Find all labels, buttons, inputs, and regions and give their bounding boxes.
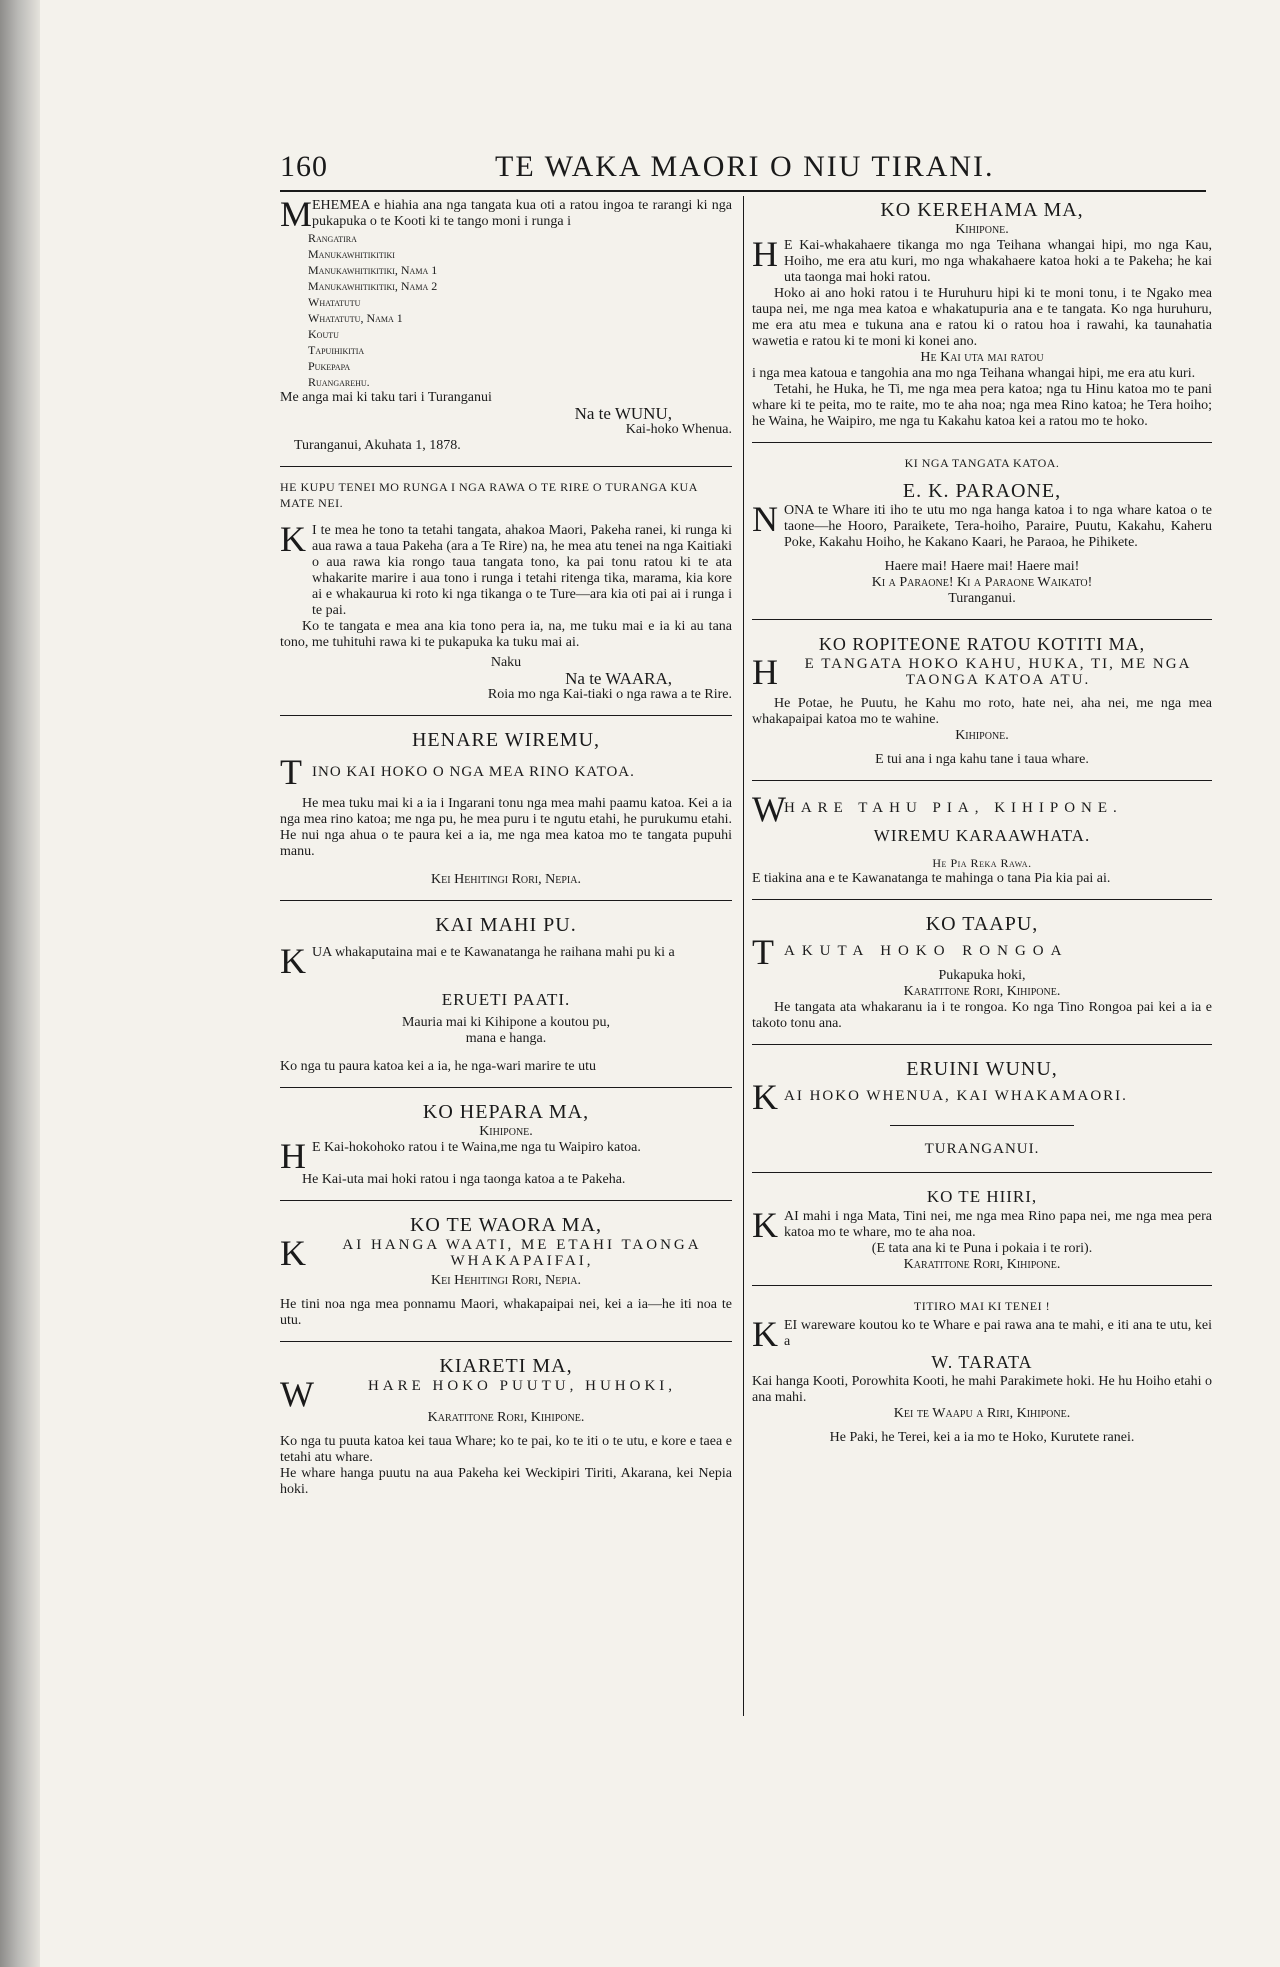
notice-rire-estate — [280, 479, 732, 703]
place: Kihipone. — [955, 728, 1009, 743]
drop-cap: N — [752, 499, 778, 539]
divider — [890, 1125, 1074, 1126]
notice-title: ERUINI WUNU, — [906, 1058, 1058, 1080]
drop-cap: H — [280, 1136, 306, 1176]
header-rule — [280, 190, 1206, 192]
page-binding-edge — [0, 0, 40, 1967]
notice-text: He tangata ata whakaranu ia i te rongoa. Ko nga Tino Rongoa pai kei a ia e takoto tonu ana. — [752, 1000, 1212, 1031]
notice-land-court — [280, 194, 732, 454]
block-list — [308, 230, 732, 390]
notice-text: He Potae, he Puutu, he Kahu mo roto, hate nei, aha nei, me nga mea whakapaipai katoa mo te wahine. — [752, 696, 1212, 727]
subheading: Pukapuka hoki, — [938, 968, 1026, 983]
notice-ropiteone — [752, 632, 1212, 768]
notice-text: EI wareware koutou ko te Whare e pai rawa ana te mahi, e iti ana te utu, kei a — [784, 1318, 1212, 1349]
drop-cap: K — [280, 519, 306, 559]
notice-text: E tiakina ana e te Kawanatanga te mahinga o tana Pia kia pai ai. — [752, 871, 1111, 886]
notice-text: I te mea he tono ta tetahi tangata, ahakoa Maori, Pakeha ranei, ki runga ki aua rawa a taua Pakeha (ara a Te Rire) na, he mea atu tenei na nga Kaitiaki o aua rawa kia rongo taua tangata tono, ka pai tonu ratou ki te ata whakarite marire i aua tono i runga i tetahi ritenga tika, marama, kia kore ai e whakaurua ki roto ki nga tikanga o te Ture—ara kia oti pai ai i runga i te pai. — [312, 523, 732, 618]
lead-line: HARE HOKO PUUTU, HUHOKI, — [367, 1378, 677, 1394]
notice-closing: Me anga mai ki taku tari i Turanganui — [280, 390, 492, 405]
drop-cap: K — [752, 1077, 778, 1117]
drop-cap: M — [280, 194, 313, 234]
notice-heading: KI NGA TANGATA KATOA. — [904, 456, 1060, 470]
text-line: E tui ana i nga kahu tane i taua whare. — [875, 752, 1089, 767]
notice-text: Ko nga tu puuta katoa kei taua Whare; ko te pai, ko te iti o te utu, e kore e taea e tetahi atu whare. — [280, 1434, 732, 1465]
notice-text-3: He Paki, he Terei, kei a ia mo te Hoko, Kurutete ranei. — [829, 1430, 1135, 1445]
list-item: Manukawhitikitiki, Nama 2 — [308, 279, 438, 293]
advertiser-name: WIREMU KARAAWHATA. — [873, 826, 1091, 845]
divider — [752, 899, 1212, 900]
newspaper-title: TE WAKA MAORI O NIU TIRANI. — [495, 150, 995, 183]
advertiser-name: E. K. PARAONE, — [902, 480, 1062, 502]
notice-text-2: Kai hanga Kooti, Porowhita Kooti, he mahi Parakimete hoki. He hu Hoiho etahi o ana mahi. — [752, 1374, 1212, 1405]
note: (E tata ana ki te Puna i pokaia i te rori). — [871, 1241, 1093, 1256]
text-line: Haere mai! Haere mai! Haere mai! — [884, 559, 1080, 574]
text-line: Mauria mai ki Kihipone a koutou pu, — [401, 1015, 611, 1030]
list-item: Tapuihikitia — [308, 343, 365, 357]
notice-text: He mea tuku mai ki a ia i Ingarani tonu nga mea mahi paamu katoa. Kei a ia nga mea rino katoa; me nga pu, he mea puru i te ngutu etahi, he purukumu etahi. He nui nga ahua o te paura kei a ia, me nga mea katoa mo te tangata pupuhi manu. — [280, 796, 732, 859]
address: Karatitone Rori, Kihipone. — [903, 984, 1061, 999]
divider — [280, 715, 732, 716]
notice-henare-wiremu — [280, 728, 732, 888]
notice-text-4: Tetahi, he Huka, he Ti, me nga mea pera katoa; nga tu Hinu katoa mo te pani whare ki te peita, mo te raite, mo te aha noa; nga mea Rino katoa; he Tera hoiho; he Waina, he Waipiro, me nga tu Kakahu katoa kei a ratou mo te hoko. — [752, 382, 1212, 429]
place: TURANGANUI. — [924, 1141, 1040, 1157]
divider — [280, 466, 732, 467]
drop-cap: H — [752, 234, 778, 274]
notice-title: KO TE WAORA MA, — [409, 1214, 603, 1236]
divider — [280, 1200, 732, 1201]
notice-text-3: i nga mea katoua e tangohia ana mo nga Teihana whangai hipi, me era atu kuri. — [752, 366, 1196, 381]
drop-cap: K — [280, 941, 306, 981]
lead-line: AI HANGA WAATI, ME ETAHI TAONGA WHAKAPAIFAI, — [342, 1237, 702, 1269]
page-header — [280, 150, 1220, 190]
subheading: He Pia Reka Rawa. — [932, 856, 1032, 870]
notice-title: KO TAAPU, — [925, 913, 1039, 935]
lead-line: HARE TAHU PIA, KIHIPONE. — [784, 800, 1123, 816]
lead-line: INO KAI HOKO O NGA MEA RINO KATOA. — [312, 764, 635, 780]
lead-line: E TANGATA HOKO KAHU, HUKA, TI, ME NGA TAONGA KATOA ATU. — [804, 656, 1192, 688]
divider — [280, 900, 732, 901]
text-line: Ki a Paraone! Ki a Paraone Waikato! — [871, 575, 1093, 590]
signer-role: Roia mo nga Kai-tiaki o nga rawa a te Rire. — [487, 687, 732, 702]
dateline: Turanganui, Akuhata 1, 1878. — [294, 438, 461, 453]
notice-kerehama — [752, 198, 1212, 430]
drop-cap: H — [752, 652, 778, 692]
advertiser-name: HENARE WIREMU, — [411, 729, 601, 751]
advertiser-name: ERUETI PAATI. — [441, 990, 571, 1009]
drop-cap: T — [752, 932, 774, 972]
notice-title: KO HEPARA MA, — [422, 1101, 590, 1123]
drop-cap: W — [280, 1374, 314, 1414]
notice-title: KIARETI MA, — [439, 1355, 573, 1377]
notice-title: KAI MAHI PU. — [435, 914, 577, 936]
notice-text-2: Ko te tangata e mea ana kia tono pera ia, na, me tuku mai e ia ki au tana tono, me tuhituhi rawa ki te pukapuka ka tuku mai ai. — [280, 619, 732, 650]
notice-heading: HE KUPU TENEI MO RUNGA I NGA RAWA O TE RIRE O TURANGA KUA MATE NEI. — [280, 480, 698, 510]
right-column — [752, 198, 1212, 1446]
signer: Na te WUNU, — [574, 404, 672, 423]
drop-cap: W — [752, 789, 786, 829]
notice-text: AI mahi i nga Mata, Tini nei, me nga mea Rino papa nei, me nga mea pera katoa mo te whare, mo te aha noa. — [784, 1209, 1212, 1240]
address: Kei Hehitingi Rori, Nepia. — [431, 1273, 581, 1288]
divider — [752, 780, 1212, 781]
drop-cap: K — [752, 1314, 778, 1354]
divider — [752, 1044, 1212, 1045]
list-item: Whatatutu, Nama 1 — [308, 311, 403, 325]
notice-heading: TITIRO MAI KI TENEI ! — [913, 1299, 1051, 1313]
notice-title: KO ROPITEONE RATOU KOTITI MA, — [818, 634, 1146, 654]
address: Kei Hehitingi Rori, Nepia. — [431, 872, 581, 887]
notice-title: KO TE HIIRI, — [926, 1187, 1038, 1206]
divider — [752, 619, 1212, 620]
list-item: Pukepapa — [308, 359, 351, 373]
list-item: Whatatutu — [308, 295, 361, 309]
notice-kai-mahi-pu — [280, 913, 732, 1075]
list-item: Manukawhitikitiki, Nama 1 — [308, 263, 438, 277]
divider — [280, 1087, 732, 1088]
place: Turanganui. — [948, 591, 1016, 606]
signer-role: Kai-hoko Whenua. — [625, 422, 732, 437]
divider — [752, 442, 1212, 443]
notice-title: KO KEREHAMA MA, — [880, 199, 1084, 221]
place: Kihipone. — [479, 1124, 533, 1139]
divider — [280, 1341, 732, 1342]
page-number: 160 — [280, 150, 328, 183]
list-item: Ruangarehu. — [308, 375, 370, 389]
list-item: Manukawhitikitiki — [308, 247, 395, 261]
notice-text: E Kai-whakahaere tikanga mo nga Teihana whangai hipi, mo nga Kau, Hoiho, me era atu kuri, mo nga whakahaere katoa hoki a te Pakeha; he kai uta taonga mai hoki ratou. — [784, 238, 1212, 285]
drop-cap: K — [280, 1233, 306, 1273]
naku: Naku — [490, 655, 522, 670]
signer: Na te WAARA, — [565, 669, 672, 688]
notice-text-2: He whare hanga puutu na aua Pakeha kei Weckipiri Tiriti, Akarana, kei Nepia hoki. — [280, 1466, 732, 1497]
address: Karatitone Rori, Kihipone. — [427, 1410, 585, 1425]
notice-kiareti — [280, 1354, 732, 1498]
drop-cap: T — [280, 752, 302, 792]
divider — [752, 1172, 1212, 1173]
notice-text: ONA te Whare iti iho te utu mo nga hanga katoa i to nga whare katoa o te taone—he Hooro, Paraikete, Tera-hoiho, Paraire, Puutu, Kakahu, Kaheru Poke, Kakahu Hoiho, he Kakano Kaari, he Paraoa, he Pihikete. — [784, 503, 1212, 550]
notice-text-2: Hoko ai ano hoki ratou i te Huruhuru hipi ki te moni tonu, i te Ngako mea taupa nei, me nga mea katoa e whakatupuria ana e te tangata. Ko nga huruhuru, me era atu mea e tukuna ana e ratou ki o ratou hoa i rawahi, ka taunahatia wawetia e ratou ki te moni ki konei ano. — [752, 286, 1212, 349]
notice-taapu — [752, 912, 1212, 1032]
text-line: mana e hanga. — [465, 1031, 547, 1046]
advertiser-name: W. TARATA — [931, 1352, 1033, 1372]
drop-cap: K — [752, 1205, 778, 1245]
column-divider — [743, 196, 744, 1716]
address: Kei te Waapu a Riri, Kihipone. — [893, 1406, 1071, 1421]
lead-line: AKUTA HOKO RONGOA — [784, 943, 1069, 959]
notice-pia — [752, 789, 1212, 887]
list-item: Koutu — [308, 327, 339, 341]
notice-text: EHEMEA e hiahia ana nga tangata kua oti a ratou ingoa te rarangi ki nga pukapuka o te Kooti ki te tango moni i runga i — [312, 198, 732, 229]
notice-text-2: He Kai-uta mai hoki ratou i nga taonga katoa a te Pakeha. — [302, 1172, 626, 1187]
notice-text: UA whakaputaina mai e te Kawanatanga he raihana mahi pu ki a — [312, 945, 675, 960]
address: Karatitone Rori, Kihipone. — [903, 1257, 1061, 1272]
text-line: Ko nga tu paura katoa kei a ia, he nga-wari marire te utu — [280, 1059, 597, 1074]
notice-text: E Kai-hokohoko ratou i te Waina,me nga tu Waipiro katoa. — [312, 1140, 641, 1155]
notice-hepara — [280, 1100, 732, 1188]
lead-line: AI HOKO WHENUA, KAI WHAKAMAORI. — [784, 1088, 1128, 1104]
place: Kihipone. — [955, 222, 1009, 237]
subheading: He Kai uta mai ratou — [920, 350, 1044, 365]
notice-paraone — [752, 455, 1212, 607]
left-column — [280, 194, 732, 1498]
notice-hiiri — [752, 1185, 1212, 1273]
notice-tarata — [752, 1298, 1212, 1446]
notice-text: He tini noa nga mea ponnamu Maori, whakapaipai nei, kei a ia—he iti noa te utu. — [280, 1297, 732, 1328]
notice-waora — [280, 1213, 732, 1329]
notice-eruini-wunu — [752, 1057, 1212, 1160]
divider — [752, 1285, 1212, 1286]
list-item: Rangatira — [308, 231, 357, 245]
